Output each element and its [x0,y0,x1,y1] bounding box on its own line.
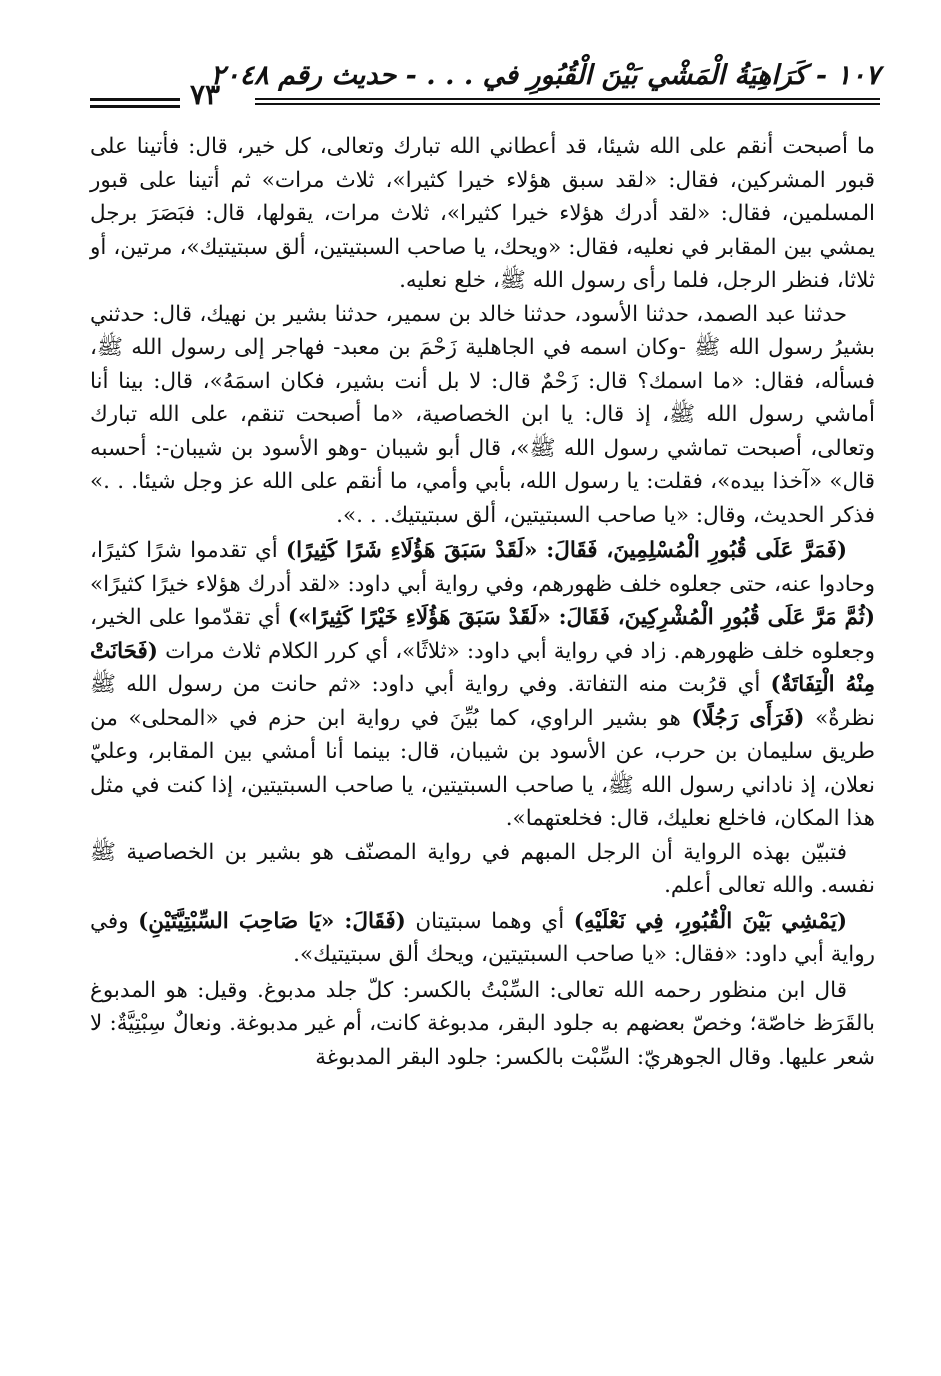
header-rule-double [255,103,880,105]
commentary-text: أي تقدّموا على الخير، وجعلوه خلف ظهورهم. زاد في رواية أبي داود: «ثلاثًا»، أي كرر الكلام ثلاث مرات [90,605,875,664]
hadith-quote: (ثُمَّ مَرَّ عَلَى قُبُورِ الْمُشْرِكِينَ، فَقَالَ: «لَقَدْ سَبَقَ هَؤُلَاءِ خَيْرًا كَثِيرًا») [287,605,875,630]
page-body [90,130,875,1074]
commentary-text: أي قرُبت منه التفاتة. وفي رواية أبي داود: «ثم حانت من رسول الله ﷺ نظرةٌ» [90,672,875,731]
page-number: ٧٣ [190,78,221,111]
hadith-quote: (فَمَرَّ عَلَى قُبُورِ الْمُسْلِمِينَ، فَقَالَ: «لَقَدْ سَبَقَ هَؤُلَاءِ شَرًا كَثِيرًا) [285,538,848,563]
header-rule [255,98,880,100]
commentary-text: أي وهما سبتيتان [405,908,574,934]
commentary-text: وفي رواية أبي داود: «فقال: «يا صاحب السبتيتين، ويحك ألق سبتيتيك». [90,908,875,967]
running-title: ١٠٧ - كَرَاهِيَةُ الْمَشْي بَيْنَ الْقُبُورِ في . . . - حديث رقم ٢٠٤٨ [210,60,880,91]
hadith-quote: (يَمْشِي بَيْنَ الْقُبُورِ، فِي نَعْلَيْهِ) [573,908,847,934]
page-number-rule-double [90,105,180,108]
hadith-quote: (فَرَأَى رَجُلًا) [691,705,805,731]
paragraph: قال ابن منظور رحمه الله تعالى: السِّبْتُ بالكسر: كلّ جلد مدبوغ. وقيل: هو المدبوغ بالقَرَظ خاصّة؛ وخصّ بعضهم به جلود البقر، مدبوغة كانت، أم غير مدبوغة. ونعالٌ سِبْتِيَّةٌ: لا شعر عليها. وقال الجوهريّ: السِّبْت بالكسر: جلود البقر المدبوغة [90,977,875,1070]
paragraph: حدثنا عبد الصمد، حدثنا الأسود، حدثنا خالد بن سمير، حدثنا بشير بن نهيك، قال: حدثني بشيرُ رسول الله ﷺ -وكان اسمه في الجاهلية زَحْمَ بن معبد- فهاجر إلى رسول الله ﷺ، فسأله، فقال: «ما اسمك؟ قال: زَحْمٌ قال: لا بل أنت بشير، فكان اسمَهُ»، قال: بينا أنا أماشي رسول الله ﷺ، إذ قال: يا ابن الخصاصية، «ما أصبحت تنقم، على الله تبارك وتعالى، أصبحت تماشي رسول الله ﷺ»، قال أبو شيبان -وهو الأسود بن شيبان-: أحسبه قال» «آخذا بيده»، فقلت: يا رسول الله، بأبي وأمي، ما أنقم على الله عز وجل شيئا. . .» فذكر الحديث، وقال: «يا صاحب السبتيتين، ألق سبتيتيك. . .». [90,301,875,528]
page-number-rule [90,98,180,101]
commentary-text: هو بشير الراوي، كما بُيِّنَ في رواية ابن حزم في «المحلى» من طريق سليمان بن حرب، عن الأسود بن شيبان، قال: بينما أنا أمشي بين المقابر، وعليّ نعلان، إذ ناداني رسول الله ﷺ، يا صاحب السبتيتين، يا صاحب السبتيتين، إذا كنت في مثل هذا المكان، فاخلع نعليك، قال: فخلعتهما». [90,705,875,831]
commentary-text: أي تقدموا شرًا كثيرًا، وحادوا عنه، حتى جعلوه خلف ظهورهم، وفي رواية أبي داود: «لقد أدرك هؤلاء خيرًا كثيرًا» [90,538,875,597]
paragraph: فتبيّن بهذه الرواية أن الرجل المبهم في رواية المصنّف هو بشير بن الخصاصية ﷺ نفسه. والله تعالى أعلم. [90,839,875,898]
hadith-quote: (فَقَالَ: «يَا صَاحِبَ السِّبْتِيَّتَيْنِ) [138,908,406,934]
page-header [90,48,880,120]
commentary-paragraph [90,905,875,972]
hadith-quote: (فَحَانَتْ مِنْهُ الْتِفَاتَةٌ) [90,638,875,697]
paragraph: ما أصبحت أنقم على الله شيئا، قد أعطاني الله تبارك وتعالى، كل خير، قال: فأتينا على قبور المشركين، فقال: «لقد سبق هؤلاء خيرا كثيرا»، ثلاث مرات» ثم أتينا على قبور المسلمين، فقال: «لقد أدرك هؤلاء خيرا كثيرا»، ثلاث مرات، يقولها، قال: فبَصَرَ برجل يمشي بين المقابر في نعليه، فقال: «ويحك، يا صاحب السبتيتين، ألق سبتيتيك»، مرتين، أو ثلاثا، فنظر الرجل، فلما رأى رسول الله ﷺ، خلع نعليه. [90,134,875,293]
commentary-paragraph [90,534,875,836]
